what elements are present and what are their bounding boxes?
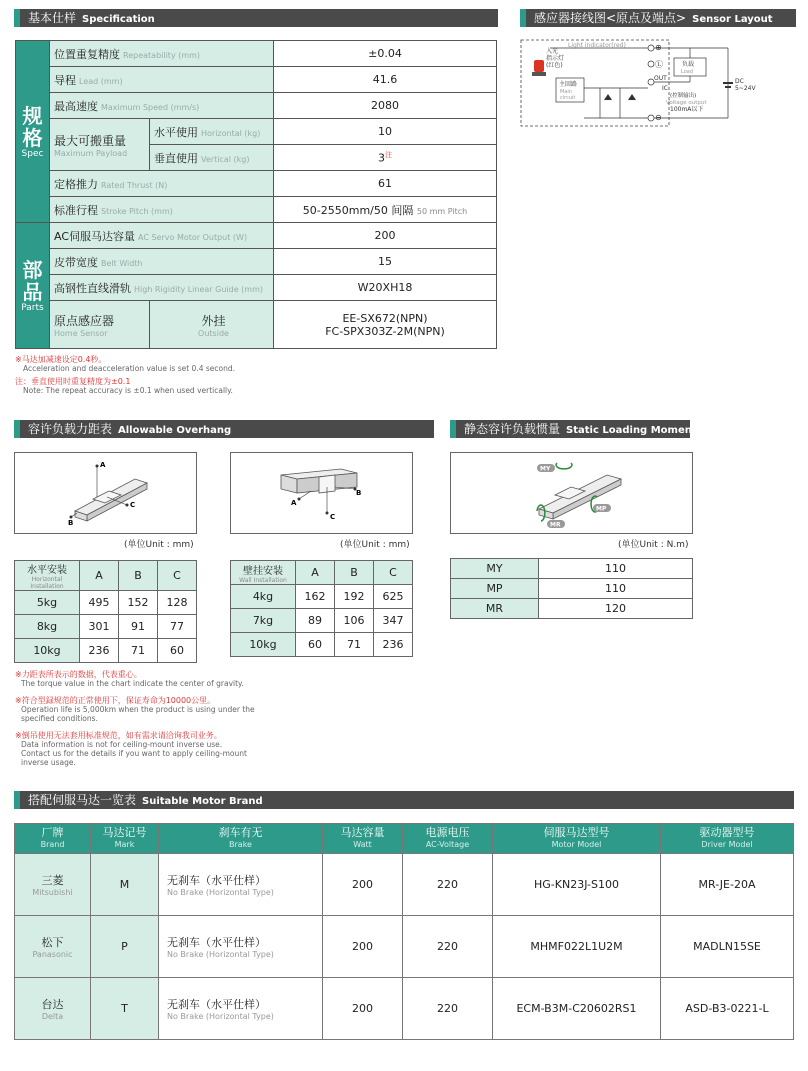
header-brand: 厂牌 Brand bbox=[15, 824, 91, 854]
value-cell: 60 bbox=[296, 633, 335, 657]
spec-label: 位置重复精度 Repeatability (mm) bbox=[50, 41, 274, 67]
brake-cell: 无刹车（水平仕样） No Brake (Horizontal Type) bbox=[159, 916, 323, 978]
header-cell: 水平安装 Horizontal Installation bbox=[15, 561, 80, 591]
brake-cell: 无刹车（水平仕样） No Brake (Horizontal Type) bbox=[159, 854, 323, 916]
header-cell: C bbox=[158, 561, 197, 591]
moment-key: MR bbox=[451, 599, 539, 619]
brake-cell: 无刹车（水平仕样） No Brake (Horizontal Type) bbox=[159, 978, 323, 1040]
indicator-label: 指示灯 bbox=[546, 55, 565, 62]
voltage-cell: 220 bbox=[403, 916, 493, 978]
value-cell: 301 bbox=[80, 615, 119, 639]
moment-value: 110 bbox=[539, 579, 693, 599]
horizontal-overhang-table bbox=[14, 560, 197, 663]
motor-table bbox=[14, 823, 794, 1040]
motor-model-cell: HG-KN23J-S100 bbox=[493, 854, 661, 916]
value-cell: 625 bbox=[374, 585, 413, 609]
driver-model-cell: ASD-B3-0221-L bbox=[661, 978, 794, 1040]
minus-terminal: ⊖ bbox=[655, 113, 662, 122]
mark-cell: P bbox=[91, 916, 159, 978]
moment-diagram bbox=[450, 452, 693, 534]
value-cell: 495 bbox=[80, 591, 119, 615]
spec-group-label: 规 格 Spec bbox=[16, 41, 50, 223]
value-cell: 91 bbox=[119, 615, 158, 639]
table-row bbox=[15, 854, 794, 916]
watt-cell: 200 bbox=[323, 978, 403, 1040]
watt-cell: 200 bbox=[323, 916, 403, 978]
spec-note-2: 注：垂直使用时重复精度为±0.1 Note: The repeat accuracy is ±0.1 when used vertically. bbox=[15, 377, 233, 395]
header-brake: 刹车有无 Brake bbox=[159, 824, 323, 854]
mark-cell: M bbox=[91, 854, 159, 916]
driver-model-cell: MR-JE-20A bbox=[661, 854, 794, 916]
brand-cell: 台达 Delta bbox=[15, 978, 91, 1040]
moment-section-header: 静态容许负载惯量 Static Loading Moment bbox=[450, 420, 690, 438]
parts-value: 15 bbox=[274, 249, 497, 275]
spec-section-header: 基本仕样 Specification bbox=[14, 9, 498, 27]
header-cell: C bbox=[374, 561, 413, 585]
header-voltage: 电源电压 AC-Voltage bbox=[403, 824, 493, 854]
spec-value: 61 bbox=[274, 171, 497, 197]
red-label: (红色) bbox=[546, 62, 563, 69]
payload-vertical-value: $3^注$ bbox=[274, 145, 497, 171]
value-cell: 71 bbox=[119, 639, 158, 663]
spec-label: 最高速度 Maximum Speed (mm/s) bbox=[50, 93, 274, 119]
my-rotation-arrow bbox=[556, 463, 572, 469]
header-cell: B bbox=[335, 561, 374, 585]
load-cell: 8kg bbox=[15, 615, 80, 639]
spec-label: 标准行程 Stroke Pitch (mm) bbox=[50, 197, 274, 223]
value-cell: 128 bbox=[158, 591, 197, 615]
label-c: C bbox=[330, 513, 336, 521]
spec-note-1: ※马达加减速设定0.4秒。 Acceleration and deacceleration value is set 0.4 second. bbox=[15, 355, 235, 373]
motor-model-cell: MHMF022L1U2M bbox=[493, 916, 661, 978]
mark-cell: T bbox=[91, 978, 159, 1040]
parts-label: 高钢性直线滑轨 High Rigidity Linear Guide (mm) bbox=[50, 275, 274, 301]
value-cell: 347 bbox=[374, 609, 413, 633]
label-c: C bbox=[130, 501, 136, 509]
ic-label: IC bbox=[662, 85, 668, 92]
horizontal-overhang-diagram bbox=[14, 452, 197, 534]
indicator-lamp-icon bbox=[534, 60, 544, 72]
light-in-label: 入光 bbox=[546, 48, 559, 55]
payload-horizontal-label: 水平使用 Horizontal (kg) bbox=[150, 119, 274, 145]
value-cell: 192 bbox=[335, 585, 374, 609]
load-cell: 7kg bbox=[231, 609, 296, 633]
main-circuit-label: 主回路 bbox=[559, 81, 578, 88]
my-tag: MY bbox=[540, 465, 551, 473]
spec-label: 定格推力 Rated Thrust (N) bbox=[50, 171, 274, 197]
header-driver-model: 驱动器型号 Driver Model bbox=[661, 824, 794, 854]
motor-model-cell: ECM-B3M-C20602RS1 bbox=[493, 978, 661, 1040]
dc-label: DC bbox=[735, 78, 744, 85]
sensor-wiring-diagram bbox=[520, 38, 760, 130]
main-en1: Main bbox=[560, 89, 572, 95]
value-cell: 77 bbox=[158, 615, 197, 639]
load-label: 负载 bbox=[682, 61, 695, 68]
header-cell: B bbox=[119, 561, 158, 591]
payload-vertical-label: 垂直使用 Vertical (kg) bbox=[150, 145, 274, 171]
load-cell: 4kg bbox=[231, 585, 296, 609]
overhang-note-3: ※倒吊使用无法套用标准规范，如有需求请洽询我司业务。 Data information is not for ceiling-mount inverse use. Contact us for the details if you want to apply ceiling-mount inverse usage. bbox=[15, 731, 247, 767]
value-cell: 236 bbox=[80, 639, 119, 663]
header-cell: A bbox=[80, 561, 119, 591]
load-cell: 10kg bbox=[15, 639, 80, 663]
value-cell: 60 bbox=[158, 639, 197, 663]
payload-horizontal-value: 10 bbox=[274, 119, 497, 145]
value-cell: 162 bbox=[296, 585, 335, 609]
header-cell: A bbox=[296, 561, 335, 585]
spec-value: 2080 bbox=[274, 93, 497, 119]
mp-tag: MP bbox=[596, 505, 607, 513]
load-cell: 5kg bbox=[15, 591, 80, 615]
brand-cell: 三菱 Mitsubishi bbox=[15, 854, 91, 916]
payload-label: 最大可搬重量 Maximum Payload bbox=[50, 119, 150, 171]
motor-section-header: 搭配伺服马达一览表 Suitable Motor Brand bbox=[14, 791, 794, 809]
overhang-section-header: 容许负载力距表 Allowable Overhang bbox=[14, 420, 434, 438]
ctrl-output-label: (控制输出) bbox=[670, 93, 697, 99]
dc-voltage-label: 5~24V bbox=[735, 85, 756, 92]
overhang-note-2: ※符合型録规范的正常使用下，保证寿命为10000公里。 Operation life is 5,000km when the product is using under the specified conditions. bbox=[15, 696, 255, 723]
label-b: B bbox=[68, 519, 74, 527]
value-cell: 152 bbox=[119, 591, 158, 615]
voltage-output-en: Voltage output bbox=[666, 100, 707, 106]
overhang-note-1: ※力距表所表示的数据，代表重心。 The torque value in the chart indicate the center of gravity. bbox=[15, 670, 244, 688]
value-cell: 106 bbox=[335, 609, 374, 633]
watt-cell: 200 bbox=[323, 854, 403, 916]
l-terminal: Ⓛ bbox=[655, 60, 663, 69]
spec-table bbox=[15, 40, 497, 349]
current-label: 100mA以下 bbox=[670, 106, 704, 113]
unit-label-h: (单位Unit : mm) bbox=[124, 540, 194, 550]
wall-overhang-diagram bbox=[230, 452, 413, 534]
brand-cell: 松下 Panasonic bbox=[15, 916, 91, 978]
value-cell: 89 bbox=[296, 609, 335, 633]
home-sensor-label: 原点感应器 Home Sensor bbox=[50, 301, 150, 349]
moment-key: MY bbox=[451, 559, 539, 579]
home-sensor-sub: 外挂 Outside bbox=[150, 301, 274, 349]
driver-model-cell: MADLN15SE bbox=[661, 916, 794, 978]
parts-value: W20XH18 bbox=[274, 275, 497, 301]
header-cell: 壁挂安装 Wall Installation bbox=[231, 561, 296, 585]
load-en: Load bbox=[681, 69, 693, 75]
header-mark: 马达记号 Mark bbox=[91, 824, 159, 854]
parts-value: 200 bbox=[274, 223, 497, 249]
moment-value: 120 bbox=[539, 599, 693, 619]
unit-label-nm: (单位Unit : N.m) bbox=[618, 540, 689, 550]
out-label: OUT bbox=[654, 75, 667, 82]
table-row bbox=[15, 978, 794, 1040]
header-motor-model: 伺服马达型号 Motor Model bbox=[493, 824, 661, 854]
label-b: B bbox=[356, 489, 362, 497]
moment-table bbox=[450, 558, 693, 619]
spec-label: 导程 Lead (mm) bbox=[50, 67, 274, 93]
label-a: A bbox=[291, 499, 297, 507]
load-cell: 10kg bbox=[231, 633, 296, 657]
header-watt: 马达容量 Watt bbox=[323, 824, 403, 854]
parts-label: 皮带宽度 Belt Width bbox=[50, 249, 274, 275]
spec-value: 41.6 bbox=[274, 67, 497, 93]
spec-value: 50-2550mm/50 间隔 50 mm Pitch bbox=[274, 197, 497, 223]
mr-tag: MR bbox=[550, 521, 561, 529]
value-cell: 71 bbox=[335, 633, 374, 657]
home-sensor-value: EE-SX672(NPN) FC-SPX303Z-2M(NPN) bbox=[274, 301, 497, 349]
voltage-cell: 220 bbox=[403, 854, 493, 916]
voltage-cell: 220 bbox=[403, 978, 493, 1040]
value-cell: 236 bbox=[374, 633, 413, 657]
parts-group-label: 部 品 Parts bbox=[16, 223, 50, 349]
label-a: A bbox=[100, 461, 106, 469]
light-indicator-en: Light indicator(red) bbox=[568, 42, 626, 49]
plus-terminal: ⊕ bbox=[655, 43, 662, 52]
spec-value: ±0.04 bbox=[274, 41, 497, 67]
moment-value: 110 bbox=[539, 559, 693, 579]
sensor-section-header: 感应器接线图<原点及端点> Sensor Layout bbox=[520, 9, 796, 27]
moment-key: MP bbox=[451, 579, 539, 599]
main-en2: circuit bbox=[560, 95, 576, 101]
wall-overhang-table bbox=[230, 560, 413, 657]
table-row bbox=[15, 916, 794, 978]
parts-label: AC伺服马达容量 AC Servo Motor Output (W) bbox=[50, 223, 274, 249]
unit-label-w: (单位Unit : mm) bbox=[340, 540, 410, 550]
